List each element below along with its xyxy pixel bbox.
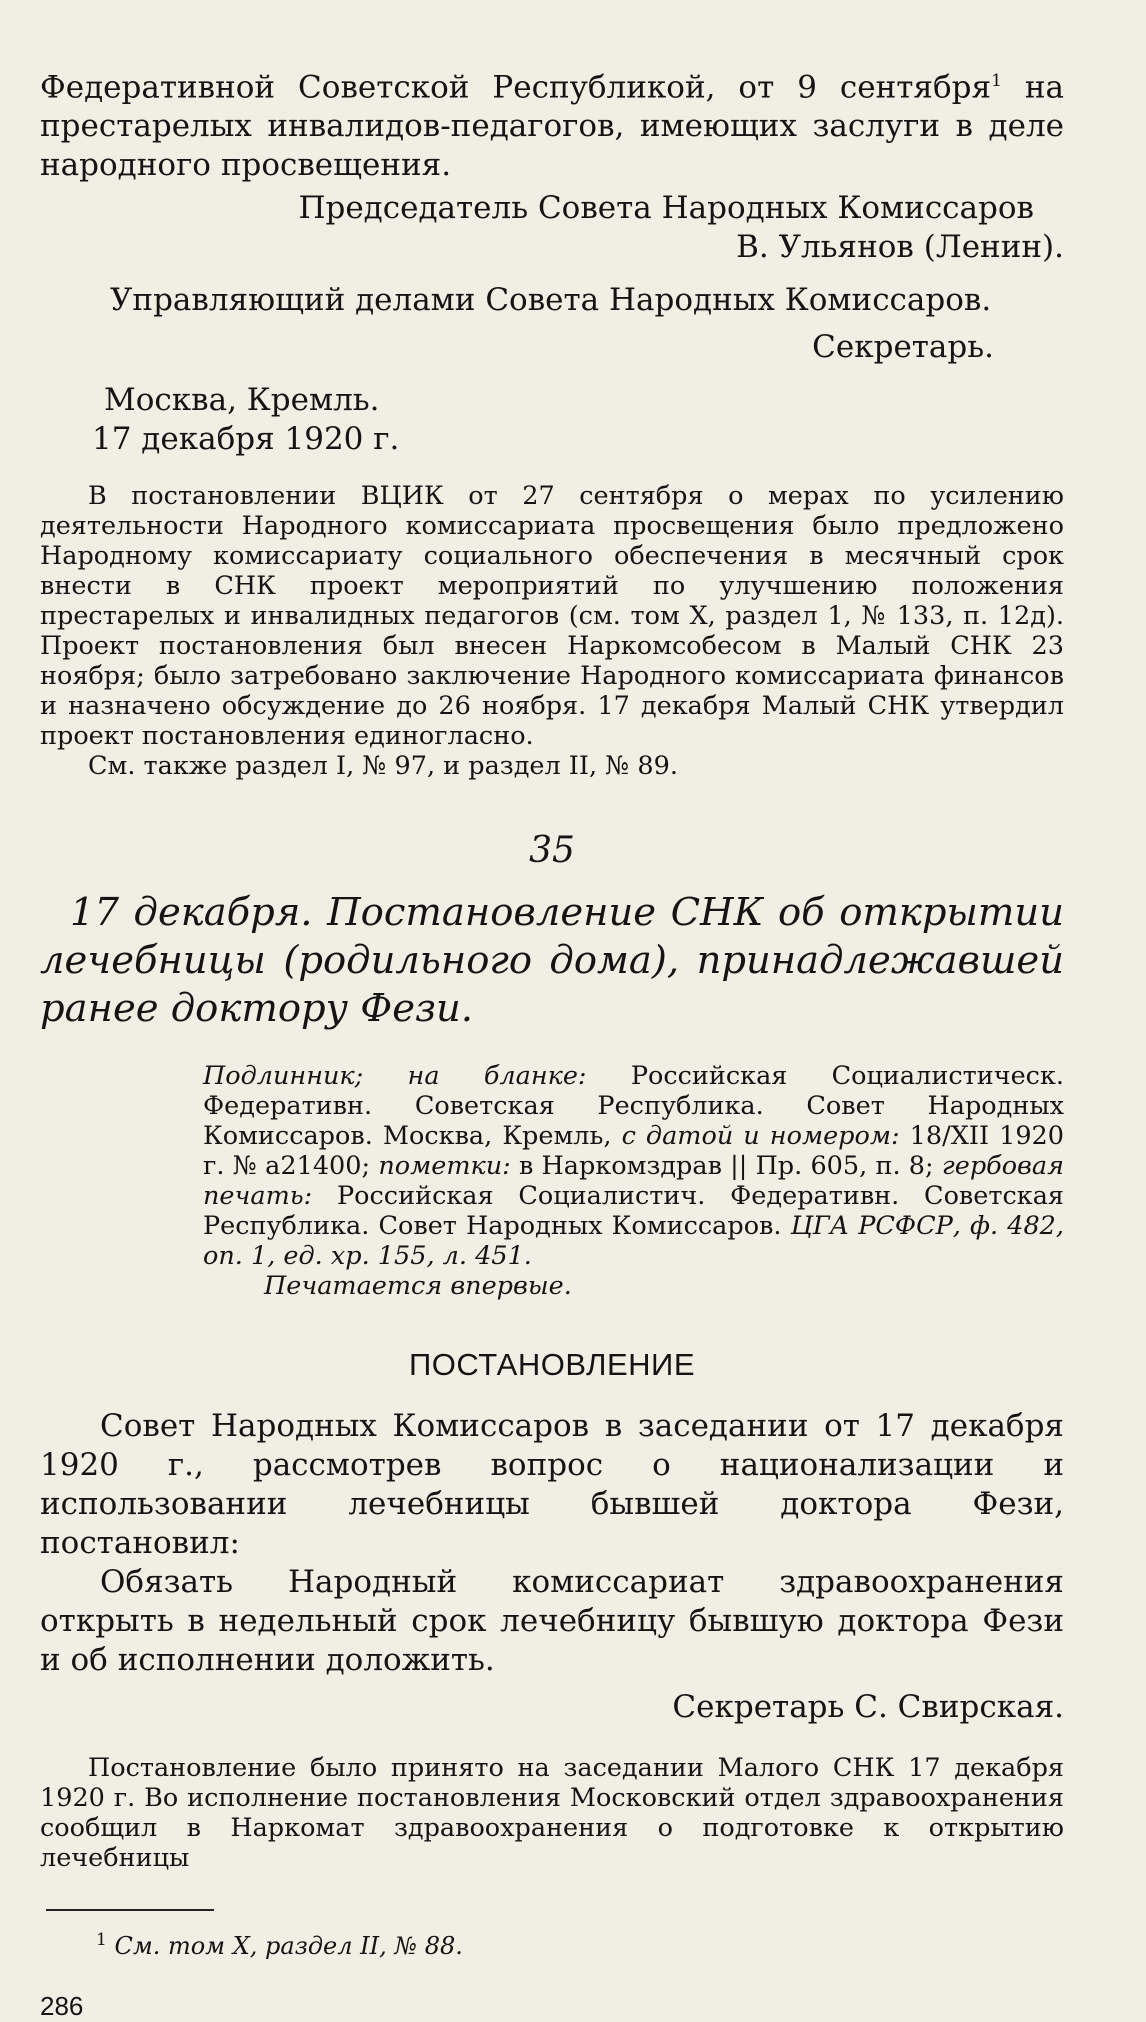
source-archive: ЦГА РСФСР, ф. 482, оп. 1, ед. хр. 155, л. 451. [203, 1211, 1064, 1272]
signature-chairman [40, 189, 1064, 267]
resolution-signature: Секретарь С. Свирская. [672, 1689, 1064, 1726]
note-1-see-also: См. также раздел I, № 97, и раздел II, № 89. [88, 751, 678, 782]
source-label-seal: гербовая печать: [203, 1151, 1064, 1212]
top-paragraph [40, 62, 1064, 185]
top-paragraph-text-after: на престарелых инвалидов-педагогов, имеющих заслуги в деле народного просвещения. [40, 69, 1065, 184]
note-1-text: В постановлении ВЦИК от 27 сентября о мерах по усилению деятельности Народного комиссариата просвещения было предложено Народному комиссариату социального обеспечения в месячный срок внести в СНК проект мероприятий по улучшению положения престарелых и инвалидных педагогов (см. том X, раздел 1, № 133, п. 12д). Проект постановления был внесен Наркомсобесом в Малый СНК 23 ноября; было затребовано заключение Народного комиссариата финансов и назначено обсуждение до 26 ноября. 17 декабря Малый СНК утвердил проект постановления единогласно. [40, 481, 1064, 752]
place: Москва, Кремль. [104, 382, 380, 419]
source-text-4: Российская Социалистич. Федеративн. Советская Республика. Совет Народных Комиссаров. [203, 1181, 1064, 1242]
document-heading: 17 декабря. Постановление СНК об открытии лечебницы (родильного дома), принадлежавшей ранее доктору Фези. [40, 890, 1064, 1032]
source-text-1: Российская Социалистическ. Федеративн. Советская Республика. Совет Народных Комиссаров. Москва, Кремль, [203, 1061, 1064, 1152]
footnote-text: См. том X, раздел II, № 88. [106, 1932, 463, 1961]
secretary-title: Секретарь. [812, 329, 994, 366]
footnote-marker: 1 [96, 1930, 107, 1951]
footnote-divider [46, 1909, 214, 1911]
source-label-marks: пометки: [378, 1151, 511, 1182]
top-paragraph-text: Федеративной Советской Республикой, от 9 сентября [40, 69, 992, 106]
resolution-paragraph-2: Обязать Народный комиссариат здравоохранения открыть в недельный срок лечебницу бывшую доктора Фези и об исполнении доложить. [40, 1564, 1064, 1679]
editorial-note-1 [40, 481, 1064, 781]
editorial-note-2: Постановление было принято на заседании Малого СНК 17 декабря 1920 г. Во исполнение постановления Московский отдел здравоохранения сообщил в Наркомат здравоохранения о подготовке к открытию лечебницы [40, 1753, 1064, 1874]
footnote-reference: 1 [991, 71, 1002, 91]
source-text-3: в Наркомздрав || Пр. 605, п. 8; [510, 1151, 942, 1182]
document-number: 35 [529, 830, 575, 872]
source-label-original: Подлинник; на бланке: [203, 1061, 587, 1092]
manager-title: Управляющий делами Совета Народных Комиссаров. [110, 282, 992, 319]
resolution-body [40, 1407, 1064, 1727]
resolution-paragraph-1: Совет Народных Комиссаров в заседании от 17 декабря 1920 г., рассмотрев вопрос о национализации и использовании лечебницы бывшей доктора Фези, постановил: [40, 1408, 1064, 1562]
source-description [40, 1061, 1064, 1271]
place-date [40, 381, 1064, 459]
chairman-title: Председатель Совета Народных Комиссаров [298, 190, 1034, 227]
signature-manager [40, 281, 1064, 367]
page-number: 286 [40, 1991, 84, 2022]
date: 17 декабря 1920 г. [92, 421, 400, 458]
chairman-name: В. Ульянов (Ленин). [736, 229, 1064, 266]
source-label-date: с датой и номером: [621, 1121, 900, 1152]
resolution-title: ПОСТАНОВЛЕНИЕ [408, 1347, 696, 1383]
printed-first-note: Печатается впервые. [264, 1271, 572, 1302]
footnote [40, 1925, 1064, 1961]
document-page [40, 62, 1064, 2022]
source-text-2: 18/XII 1920 г. № а21400; [203, 1121, 1064, 1182]
